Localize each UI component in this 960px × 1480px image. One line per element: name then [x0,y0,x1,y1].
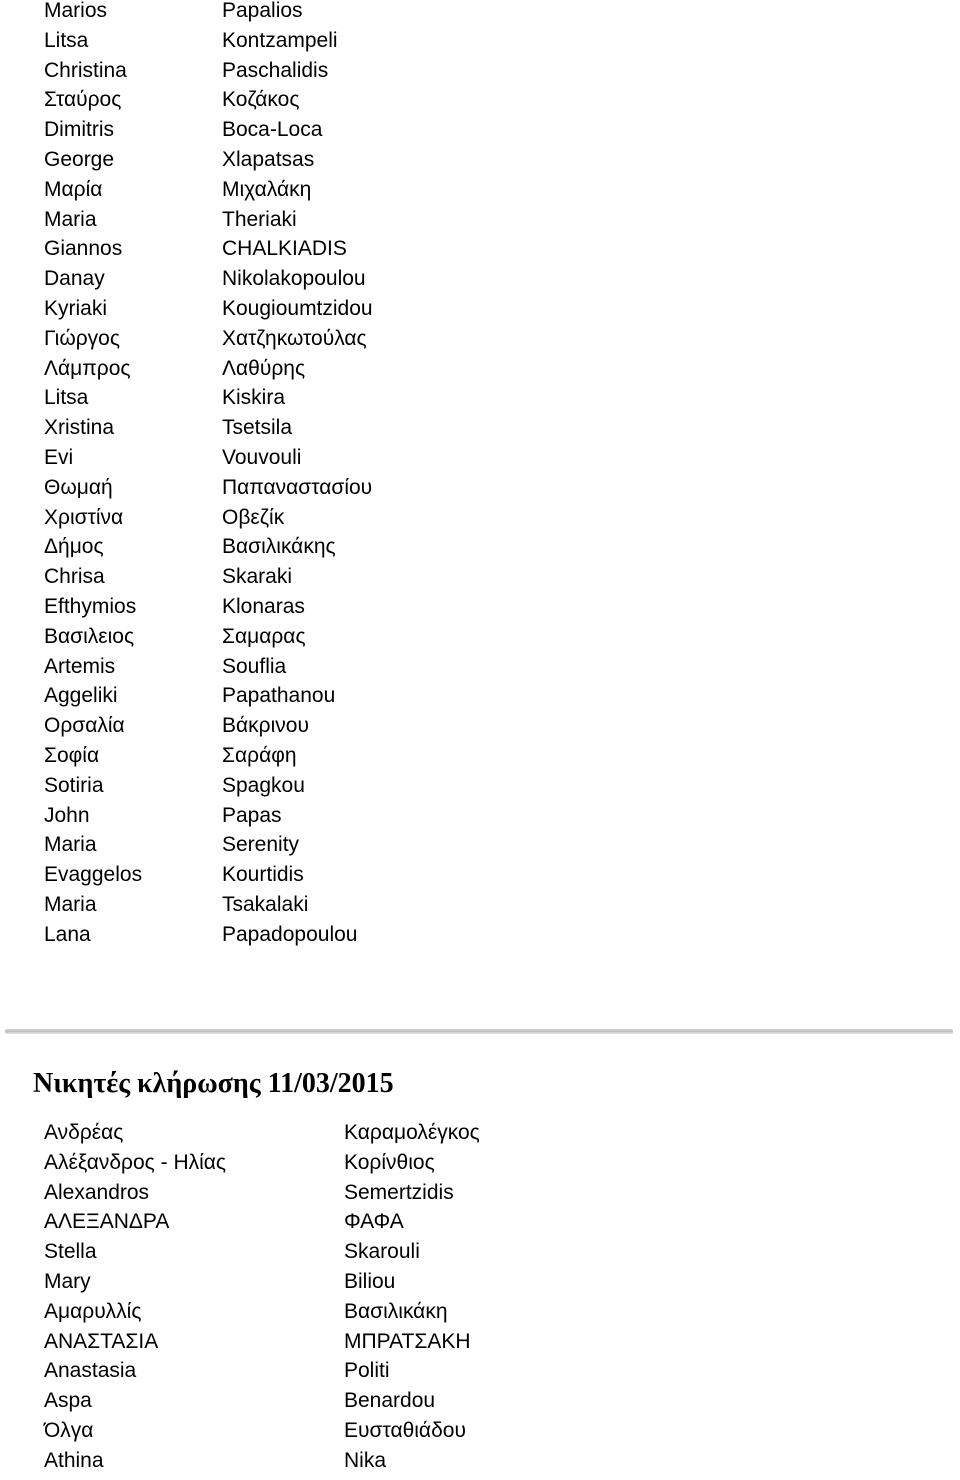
winner-row [0,1420,960,1450]
name-row [0,894,960,924]
first-name: Mary [44,1270,91,1293]
name-row [0,60,960,90]
last-name: ΦΑΦΑ [344,1210,404,1234]
name-row [0,328,960,358]
first-name: Athina [44,1448,104,1472]
last-name: Βάκρινου [222,714,309,738]
last-name: Nikolakopoulou [222,267,366,291]
name-row [0,834,960,864]
first-name: Maria [44,893,97,916]
name-row [0,238,960,268]
last-name: Papathanou [222,684,336,708]
name-row [0,358,960,388]
first-name: Chrisa [44,565,105,589]
winner-row [0,1360,960,1390]
name-row [0,775,960,805]
first-name: Σοφία [44,744,100,767]
first-name: Alexandros [44,1180,150,1204]
first-name: Χριστίνα [44,505,124,529]
name-row [0,417,960,447]
last-name: Souflia [222,654,287,678]
winner-row [0,1271,960,1301]
first-name: Anastasia [44,1359,137,1383]
name-row [0,149,960,179]
first-name: Ορσαλία [44,714,125,738]
name-row [0,447,960,477]
last-name: Κορίνθιος [344,1150,435,1174]
first-name: Xristina [44,416,115,440]
winner-row [0,1390,960,1420]
name-row [0,745,960,775]
name-row [0,685,960,715]
last-name: Kourtidis [222,863,304,887]
winner-row [0,1182,960,1212]
first-name: Δήμος [44,535,104,559]
first-name: Evi [44,446,74,469]
winner-row [0,1122,960,1152]
last-name: Σαμαρας [222,624,306,648]
name-row [0,507,960,537]
last-name: Οβεζίκ [222,505,285,529]
first-name: Aggeliki [44,684,118,708]
first-name: Lana [44,922,91,946]
first-name: Aspa [44,1389,92,1413]
last-name: Kontzampeli [222,28,338,52]
name-row [0,596,960,626]
last-name: Kougioumtzidou [222,297,373,320]
first-name: ΑΛΕΞΑΝΔΡΑ [44,1210,170,1234]
first-name: Artemis [44,654,116,678]
name-row [0,119,960,149]
name-row [0,924,960,954]
name-row [0,0,960,30]
name-row [0,298,960,328]
name-row [0,656,960,686]
name-row [0,566,960,596]
last-name: ΜΠΡΑΤΣΑΚΗ [344,1329,471,1353]
name-row [0,626,960,656]
last-name: Nika [344,1448,387,1472]
last-name: Κοζάκος [222,88,300,112]
first-name: Αμαρυλλίς [44,1299,142,1323]
first-name: Kyriaki [44,297,108,320]
name-row [0,387,960,417]
first-name: Christina [44,58,127,82]
last-name: Papas [222,803,282,827]
winner-row [0,1241,960,1271]
last-name: Paschalidis [222,58,329,82]
first-name: Stella [44,1240,97,1264]
last-name: Klonaras [222,595,305,618]
last-name: Skarouli [344,1240,420,1264]
last-name: Μιχαλάκη [222,177,312,201]
first-name: Efthymios [44,595,137,618]
name-row [0,477,960,507]
first-name: ΑΝΑΣΤΑΣΙΑ [44,1329,159,1353]
last-name: Vouvouli [222,446,302,469]
last-name: Xlapatsas [222,148,315,171]
first-name: Dimitris [44,118,114,142]
first-name: Maria [44,833,97,857]
name-row [0,805,960,835]
last-name: Politi [344,1359,390,1383]
last-name: Benardou [344,1389,436,1413]
winner-row [0,1152,960,1182]
first-name: Σταύρος [44,88,122,112]
winner-row [0,1331,960,1361]
first-name: Marios [44,0,108,22]
last-name: Λαθύρης [222,356,306,380]
last-name: Semertzidis [344,1180,454,1204]
winner-row [0,1211,960,1241]
last-name: Biliou [344,1270,396,1293]
name-row [0,209,960,239]
last-name: Spagkou [222,773,305,797]
last-name: Kiskira [222,386,286,410]
first-name: Όλγα [44,1419,94,1442]
first-name: Βασιλειος [44,624,135,648]
first-name: Maria [44,207,97,231]
last-name: Skaraki [222,565,293,589]
name-row [0,179,960,209]
name-row [0,30,960,60]
winners-heading: Νικητές κλήρωσης 11/03/2015 [33,1068,394,1099]
name-row [0,864,960,894]
name-row [0,536,960,566]
last-name: CHALKIADIS [222,237,347,261]
last-name: Βασιλικάκης [222,535,336,559]
first-name: Θωμαή [44,475,113,499]
first-name: Ανδρέας [44,1121,124,1144]
winner-row [0,1301,960,1331]
first-name: Litsa [44,386,89,410]
last-name: Βασιλικάκη [344,1299,448,1323]
first-name: Evaggelos [44,863,143,887]
last-name: Παπαναστασίου [222,475,373,499]
winner-row [0,1450,960,1480]
last-name: Χατζηκωτούλας [222,326,367,350]
name-row [0,89,960,119]
first-name: Λάμπρος [44,356,131,380]
last-name: Serenity [222,833,300,857]
last-name: Boca-Loca [222,118,323,142]
first-name: Danay [44,267,105,291]
first-name: George [44,148,115,171]
first-name: Γιώργος [44,326,120,350]
last-name: Papalios [222,0,303,22]
first-name: John [44,803,90,827]
first-name: Litsa [44,28,89,52]
last-name: Σαράφη [222,744,297,767]
first-name: Μαρία [44,177,103,201]
first-name: Sotiria [44,773,104,797]
last-name: Tsetsila [222,416,293,440]
last-name: Theriaki [222,207,297,231]
last-name: Καραμολέγκος [344,1121,480,1144]
last-name: Ευσταθιάδου [344,1419,466,1442]
name-row [0,268,960,298]
section-divider [5,1029,953,1034]
last-name: Tsakalaki [222,893,309,916]
first-name: Giannos [44,237,123,261]
last-name: Papadopoulou [222,922,358,946]
first-name: Αλέξανδρος - Ηλίας [44,1150,227,1174]
name-row [0,715,960,745]
